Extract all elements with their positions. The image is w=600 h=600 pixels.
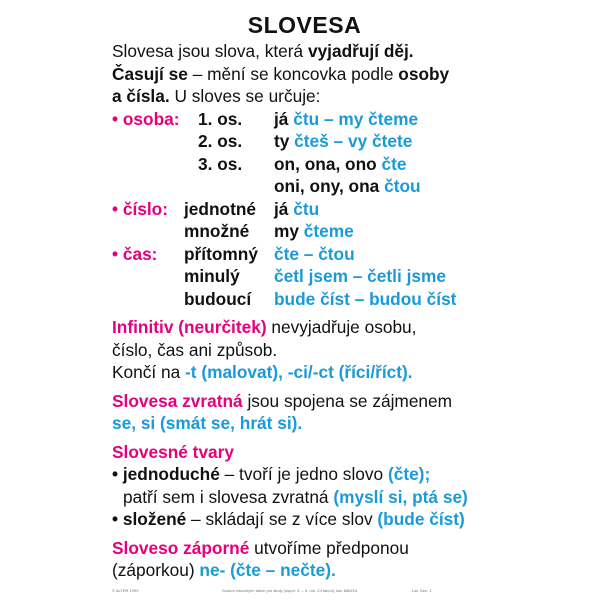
text: Končí na [112,362,186,382]
verb-form: čteme [368,108,419,129]
text: patří sem i slovesa zvratná [123,486,334,507]
text: – skládají se z více slov [186,509,378,529]
infinitiv-line-3 [112,361,497,384]
bullet: • [112,509,123,529]
osoba-row-1 [112,108,497,131]
intro-bold: a čísla. [112,86,170,106]
intro-bold: Časují se [112,63,188,84]
text: nevyjadřuje osobu, [266,317,417,337]
pronoun: ty [274,131,295,151]
verb-form: čte [381,153,407,174]
conjugation [274,153,407,176]
text: jsou spojena se zájmenem [242,390,453,411]
cislo-label: • číslo: [112,198,168,219]
osoba-row-4 [112,175,497,198]
text: utvoříme předponou [249,537,409,558]
term: jednoduché [122,464,220,484]
term: Infinitiv (neurčitek) [112,317,267,337]
term: složené [122,509,187,529]
infinitiv-line-1 [112,316,497,339]
verb-form: čtu – my [293,108,369,129]
conjugation [274,220,354,243]
verb-form: bude číst – budou číst [274,288,457,309]
verb-form: čtou [384,176,421,196]
cas-label: • čas: [112,243,158,264]
tense-kind: přítomný [184,243,258,264]
cislo-row-2 [112,220,497,243]
zaporne-line-2 [112,559,497,582]
cislo-row-1 [112,198,497,221]
example: ne- (čte – nečte). [199,560,336,580]
tvary-heading: Slovesné tvary [112,441,234,462]
verb-form: čteme [303,221,354,241]
osoba-label: • osoba: [112,108,180,129]
cas-row-3 [112,288,497,311]
pronoun: já [274,108,294,129]
footer-code: Lat. Gen. 1 [412,588,432,593]
number-kind: jednotné [184,198,257,219]
pronoun: on, ona, ono [274,153,382,174]
verb-form: četl jsem – četli jsme [274,266,446,286]
intro-line-1 [112,40,497,63]
tvary-item-1-cont [112,486,497,509]
page-title: SLOVESA [247,12,362,38]
intro-bold: osoby [398,63,450,84]
pronoun: já [274,198,294,219]
intro-text: Slovesa jsou slova, která [112,41,308,61]
example: (myslí si, ptá se) [333,486,468,507]
text: – tvoří je jedno slovo [219,464,388,484]
zvratna-line-2: se, si (smát se, hrát si). [112,413,303,433]
poster [112,12,497,597]
person-label: 1. os. [198,108,243,129]
osoba-row-3 [112,153,497,176]
intro-text: – mění se koncovka podle [187,63,399,84]
pronoun: my [274,221,304,241]
zaporne-line-1 [112,537,497,560]
verb-form: čteš – vy [294,131,372,151]
tense-kind: budoucí [184,288,252,309]
conjugation [274,175,421,198]
example: (čte); [387,464,431,484]
number-kind: množné [184,221,250,241]
footer-catalog: Soubor názorných tabulí pro školy (uspoř. 4. – 5. roč. Z4 tabulí), kat. 88M/14 [222,588,358,593]
verb-form: čtu [293,198,320,219]
term: Slovesa zvratná [112,390,243,411]
verb-form: čtete [372,131,413,151]
bullet: • [112,464,123,484]
person-label: 2. os. [198,131,243,151]
conjugation [274,108,418,131]
zvratna-line-1 [112,390,497,413]
infinitiv-line-2: číslo, čas ani způsob. [112,339,278,360]
example: -t (malovat), -ci/-ct (říci/říct). [185,362,413,382]
text: (záporkou) [112,560,200,580]
intro-text: U sloves se určuje: [169,86,321,106]
pronoun: oni, ony, ona [274,176,385,196]
conjugation [274,130,412,153]
cas-row-1 [112,243,497,266]
intro-line-2 [112,63,497,86]
conjugation [274,198,319,221]
footer-copyright: © ALTER 1999 [112,588,139,593]
tvary-item-1 [112,463,497,486]
example: (bude číst) [377,509,465,529]
term: Sloveso záporné [112,537,250,558]
tvary-item-2 [112,508,497,531]
person-label: 3. os. [198,153,243,174]
intro-bold: vyjadřují děj. [307,41,414,61]
cas-row-2 [112,265,497,288]
verb-form: čte – čtou [274,243,355,264]
tense-kind: minulý [184,266,240,286]
intro-line-3 [112,85,497,108]
osoba-row-2 [112,130,497,153]
